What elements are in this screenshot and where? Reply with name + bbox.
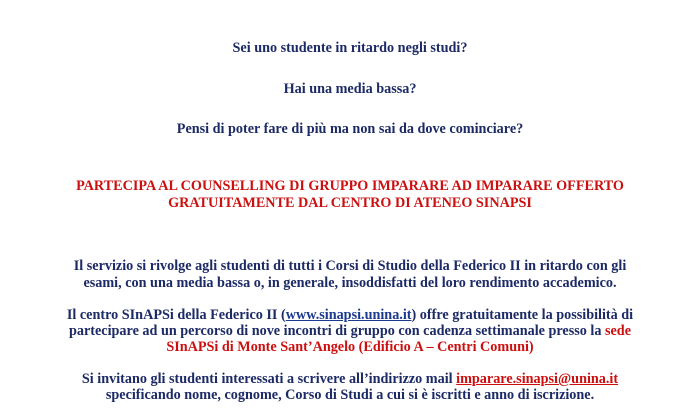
contact-text-pre: Si invitano gli studenti interessati a scrivere all’indirizzo mail <box>81 371 457 387</box>
intro-question-2: Hai una media bassa? <box>283 81 417 97</box>
headline-line-2: GRATUITAMENTE DAL CENTRO DI ATENEO SINAPSI <box>168 195 532 211</box>
service-text-line-2: esami, con una media bassa o, in generale, insoddisfatti del loro rendimento accademico. <box>83 275 617 291</box>
service-text-line-1: Il servizio si rivolge agli studenti di tutti i Corsi di Studio della Federico II in ritardo con gli <box>73 258 627 274</box>
center-text-post: ) offre gratuitamente la possibilità di <box>411 307 634 323</box>
center-location-start: sede <box>604 323 631 339</box>
headline-line-1: PARTECIPA AL COUNSELLING DI GRUPPO IMPARARE AD IMPARARE OFFERTO <box>76 178 624 194</box>
email-link[interactable]: imparare.sinapsi@unina.it <box>456 371 619 387</box>
center-location-line: SInAPSi di Monte Sant’Angelo (Edificio A – Centri Comuni) <box>166 339 534 355</box>
website-link[interactable]: www.sinapsi.unina.it <box>285 307 412 323</box>
center-text-line-2-text: partecipare ad un percorso di nove incontri di gruppo con cadenza settimanale presso la <box>69 323 605 339</box>
intro-question-1: Sei uno studente in ritardo negli studi? <box>232 40 468 56</box>
contact-text-line-2: specificando nome, cognome, Corso di Studi a cui si è iscritti e anno di iscrizione. <box>105 387 595 403</box>
intro-question-3: Pensi di poter fare di più ma non sai da dove cominciare? <box>176 121 524 137</box>
center-text-pre: Il centro SInAPSi della Federico II ( <box>66 307 286 323</box>
